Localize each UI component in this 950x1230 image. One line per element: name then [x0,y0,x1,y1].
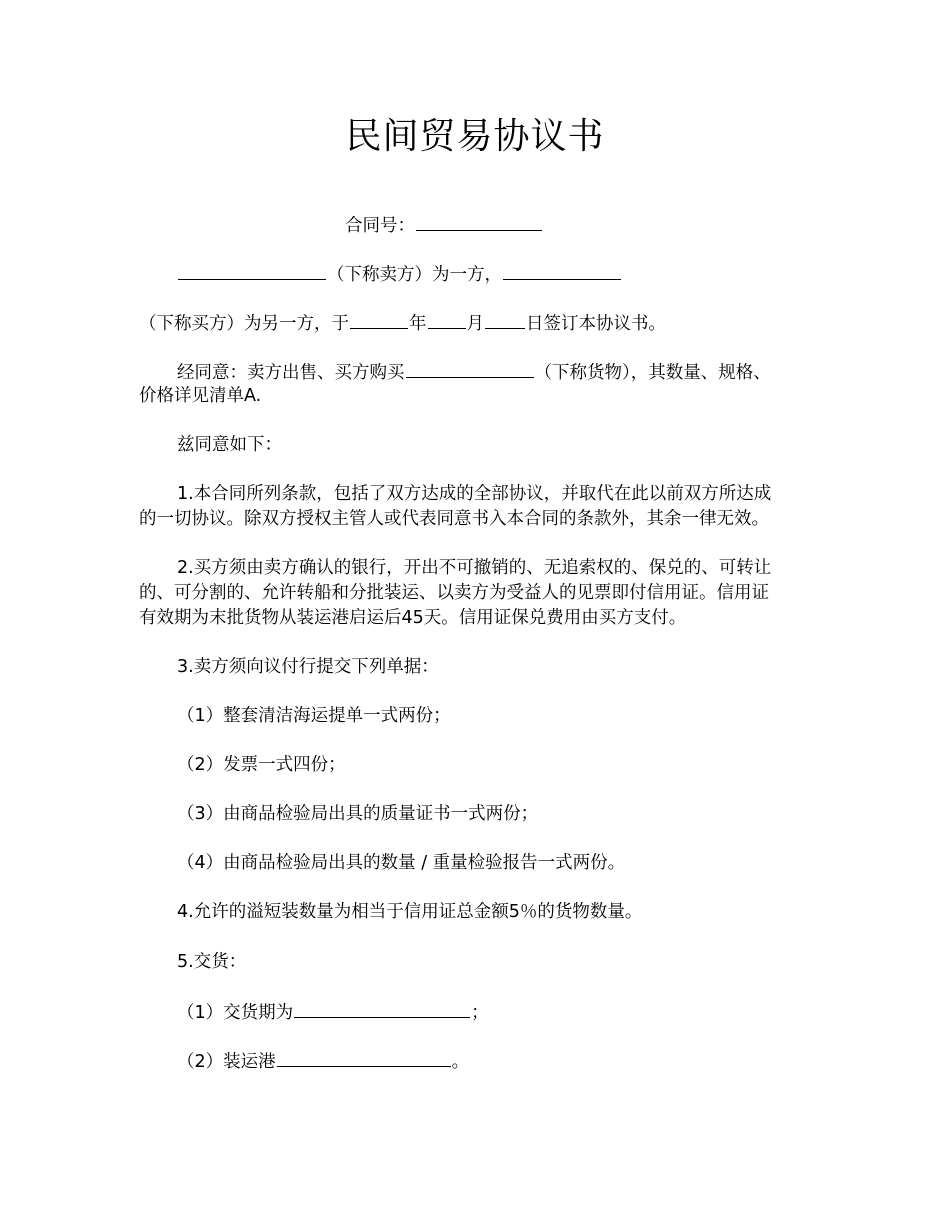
clause-3-item-2: （2）发票一式四份； [177,755,346,775]
clause-3-heading: 3.卖方须向议付行提交下列单据： [177,657,439,677]
agreement-line-1 [177,359,771,386]
loading-port-blank[interactable] [277,1048,451,1067]
clause-3-item-4: （4）由商品检验局出具的数量 / 重量检验报告一式两份。 [177,853,626,873]
clause-2-line-3: 有效期为末批货物从装运港启运后45天。信用证保兑费用由买方支付。 [139,608,687,628]
agreement-text-b: （下称货物），其数量、规格、 [534,363,771,383]
year-label: 年 [409,314,427,334]
clause-3-item-1: （1）整套清洁海运提单一式两份； [177,706,451,726]
loading-port-tail: 。 [451,1052,470,1072]
sign-date-tail: 日签订本协议书。 [526,314,666,334]
document-title: 民间贸易协议书 [345,116,605,157]
delivery-period-blank[interactable] [294,999,470,1018]
clause-2-line-1: 2.买方须由卖方确认的银行，开出不可撤销的、无追索权的、保兑的、可转让 [177,558,772,578]
goods-blank[interactable] [406,359,534,378]
clause-5-heading: 5.交货： [177,952,247,972]
month-label: 月 [466,314,484,334]
seller-party-text: （下称卖方）为一方， [327,265,502,285]
clause-5-item-1 [177,999,489,1026]
buyer-party-line [139,310,666,337]
clause-1-line-1: 1.本合同所列条款，包括了双方达成的全部协议，并取代在此以前双方所达成 [177,484,772,504]
loading-port-label: （2）装运港 [177,1052,276,1072]
clause-5-item-2 [177,1048,469,1075]
seller-name-blank[interactable] [178,261,326,280]
buyer-name-blank[interactable] [503,261,621,280]
agreement-line-2: 价格详见清单A. [139,386,262,406]
clause-1-line-2: 的一切协议。除双方授权主管人或代表同意书入本合同的条款外，其余一律无效。 [139,509,769,529]
buyer-party-text: （下称买方）为另一方，于 [139,314,349,334]
contract-number-label: 合同号： [345,216,415,236]
seller-party-line [177,261,622,288]
day-blank[interactable] [485,310,525,329]
delivery-period-tail: ； [471,1003,489,1023]
contract-number-line [345,212,543,239]
clause-3-item-3: （3）由商品检验局出具的质量证书一式两份； [177,804,539,824]
year-blank[interactable] [350,310,408,329]
clause-2-line-2: 的、可分割的、允许转船和分批装运、以卖方为受益人的见票即付信用证。信用证 [139,583,769,603]
clause-4-text: 4.允许的溢短装数量为相当于信用证总金额5％的货物数量。 [177,902,643,922]
month-blank[interactable] [428,310,466,329]
hereby-agreed-text: 兹同意如下： [177,435,282,455]
agreement-text-a: 经同意：卖方出售、买方购买 [177,363,405,383]
contract-number-blank[interactable] [416,212,542,231]
delivery-period-label: （1）交货期为 [177,1003,294,1023]
